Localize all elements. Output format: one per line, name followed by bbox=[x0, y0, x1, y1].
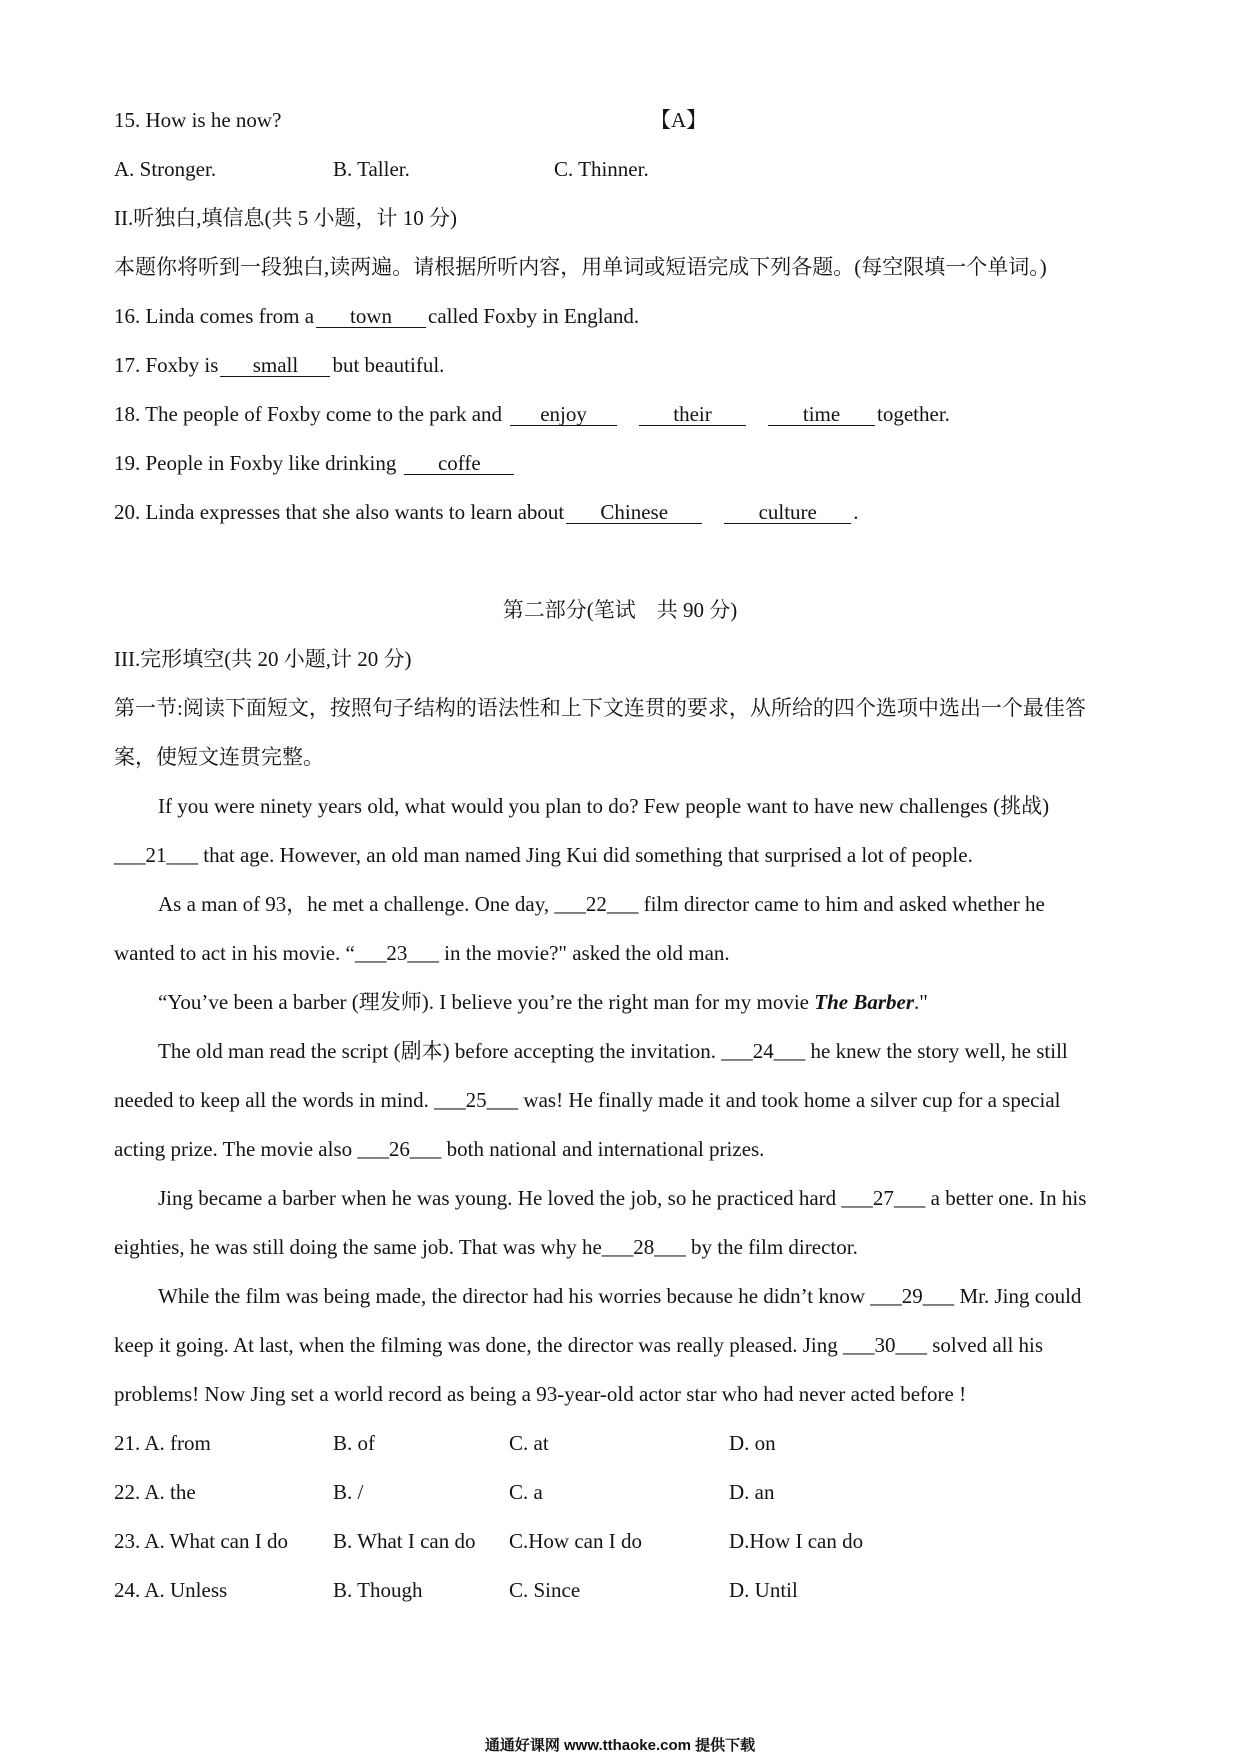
fill-suffix: but beautiful. bbox=[332, 353, 445, 377]
quote-text: “You’ve been a barber (理发师). I believe you’re the right man for my movie bbox=[158, 990, 815, 1014]
fill-suffix: together. bbox=[877, 402, 950, 426]
cloze-question-22 bbox=[0, 1468, 1240, 1517]
section-2-instruction: 本题你将听到一段独白,读两遍。请根据所听内容，用单词或短语完成下列各题。(每空限填一个单词。) bbox=[114, 255, 1047, 279]
fill-answer: coffe bbox=[404, 452, 514, 475]
fill-answer: time bbox=[768, 403, 875, 426]
option-a: A. Stronger. bbox=[114, 157, 217, 181]
fill-item-17 bbox=[0, 341, 1240, 390]
fill-suffix: called Foxby in England. bbox=[428, 304, 640, 328]
option-d: D. an bbox=[729, 1480, 775, 1504]
passage-line: The old man read the script (剧本) before accepting the invitation. ___24___ he knew the story well, he still bbox=[158, 1039, 1068, 1063]
fill-answer: their bbox=[639, 403, 746, 426]
passage-quote-line bbox=[0, 978, 1240, 1027]
passage-line: eighties, he was still doing the same job. That was why he___28___ by the film director. bbox=[114, 1235, 858, 1259]
option-c: C. Since bbox=[509, 1578, 581, 1602]
fill-prefix: 17. Foxby is bbox=[114, 353, 219, 377]
cloze-question-23 bbox=[0, 1517, 1240, 1566]
fill-item-16 bbox=[0, 292, 1240, 341]
fill-item-20 bbox=[0, 488, 1240, 537]
option-a: A. What can I do bbox=[144, 1529, 288, 1553]
cloze-question-24 bbox=[0, 1566, 1240, 1615]
option-c: C.How can I do bbox=[509, 1529, 642, 1553]
option-a: A. from bbox=[144, 1431, 211, 1455]
fill-answer: Chinese bbox=[566, 501, 702, 524]
fill-answer: small bbox=[220, 354, 330, 377]
passage-line: wanted to act in his movie. “___23___ in the movie?" asked the old man. bbox=[114, 941, 730, 965]
quote-end: ." bbox=[914, 990, 928, 1014]
question-number: 22. bbox=[114, 1480, 141, 1504]
passage-line: If you were ninety years old, what would you plan to do? Few people want to have new challenges (挑战) bbox=[158, 794, 1050, 818]
option-b: B. Taller. bbox=[333, 157, 410, 181]
part-two-heading: 第二部分(笔试 共 90 分) bbox=[502, 598, 738, 622]
passage-line: needed to keep all the words in mind. ___25___ was! He finally made it and took home a silver cup for a special bbox=[114, 1088, 1061, 1112]
answer-mark: 【A】 bbox=[650, 108, 708, 132]
fill-prefix: 18. The people of Foxby come to the park and bbox=[114, 402, 503, 426]
option-d: D.How I can do bbox=[729, 1529, 864, 1553]
movie-title: The Barber bbox=[814, 990, 914, 1014]
passage-line: acting prize. The movie also ___26___ both national and international prizes. bbox=[114, 1137, 765, 1161]
passage-line: Jing became a barber when he was young. He loved the job, so he practiced hard ___27___ a better one. In his bbox=[158, 1186, 1087, 1210]
fill-prefix: 20. Linda expresses that she also wants to learn about bbox=[114, 500, 565, 524]
section-3-instruction-line: 案，使短文连贯完整。 bbox=[114, 745, 324, 769]
fill-item-19 bbox=[0, 439, 1240, 488]
option-d: D. Until bbox=[729, 1578, 798, 1602]
fill-answer: culture bbox=[724, 501, 851, 524]
option-b: B. What I can do bbox=[333, 1529, 476, 1553]
option-c: C. Thinner. bbox=[554, 157, 649, 181]
section-3-instruction-line: 第一节:阅读下面短文，按照句子结构的语法性和上下文连贯的要求，从所给的四个选项中选出一个最佳答 bbox=[114, 696, 1086, 720]
option-c: C. at bbox=[509, 1431, 549, 1455]
question-number: 23. bbox=[114, 1529, 141, 1553]
option-b: B. of bbox=[333, 1431, 375, 1455]
fill-suffix: . bbox=[853, 500, 859, 524]
passage-line: As a man of 93，he met a challenge. One day, ___22___ film director came to him and asked whether he bbox=[158, 892, 1045, 916]
fill-item-18 bbox=[0, 390, 1240, 439]
option-a: A. the bbox=[144, 1480, 196, 1504]
exam-page bbox=[0, 96, 1240, 1615]
question-number: 24. bbox=[114, 1578, 141, 1602]
fill-answer: enjoy bbox=[510, 403, 617, 426]
spacer bbox=[0, 537, 1240, 586]
question-15-options bbox=[0, 145, 1240, 194]
fill-prefix: 16. Linda comes from a bbox=[114, 304, 315, 328]
section-3-heading: III.完形填空(共 20 小题,计 20 分) bbox=[114, 647, 412, 671]
option-a: A. Unless bbox=[144, 1578, 228, 1602]
passage-line: keep it going. At last, when the filming was done, the director was really pleased. Jing ___30___ solved all his bbox=[114, 1333, 1044, 1357]
option-d: D. on bbox=[729, 1431, 776, 1455]
passage-line: While the film was being made, the director had his worries because he didn’t know ___29___ Mr. Jing could bbox=[158, 1284, 1082, 1308]
option-b: B. Though bbox=[333, 1578, 423, 1602]
cloze-question-21 bbox=[0, 1419, 1240, 1468]
passage-line: ___21___ that age. However, an old man named Jing Kui did something that surprised a lot of people. bbox=[114, 843, 973, 867]
question-number: 21. bbox=[114, 1431, 141, 1455]
footer-watermark: 通通好课网 www.tthaoke.com 提供下载 bbox=[484, 1737, 756, 1754]
fill-answer: town bbox=[316, 305, 426, 328]
option-b: B. / bbox=[333, 1480, 364, 1504]
passage-line: problems! Now Jing set a world record as being a 93-year-old actor star who had never acted before ! bbox=[114, 1382, 967, 1406]
question-15 bbox=[0, 96, 1240, 145]
question-15-text: 15. How is he now? bbox=[114, 108, 282, 132]
section-2-heading: II.听独白,填信息(共 5 小题，计 10 分) bbox=[114, 206, 457, 230]
fill-prefix: 19. People in Foxby like drinking bbox=[114, 451, 397, 475]
option-c: C. a bbox=[509, 1480, 543, 1504]
